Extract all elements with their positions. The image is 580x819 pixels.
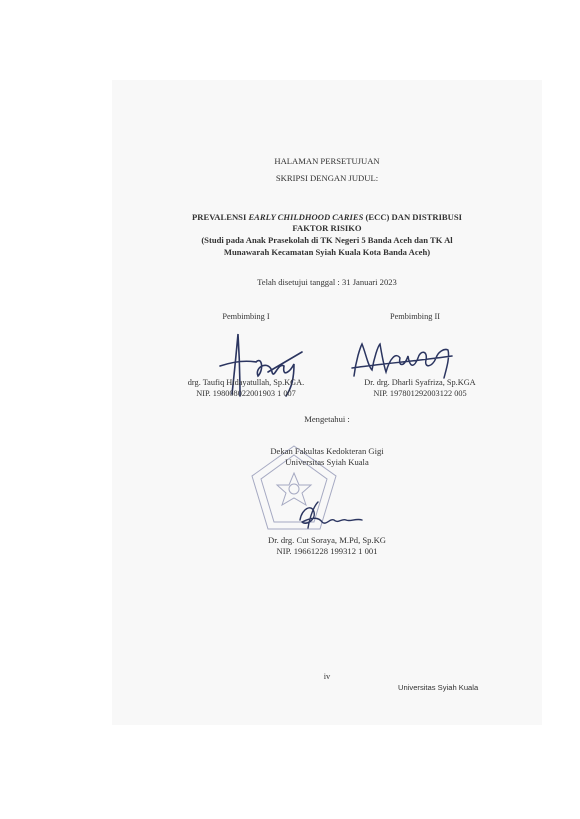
supervisor-1-nip: NIP. 198008022001903 1 007 (196, 388, 296, 398)
dean-signature (292, 498, 372, 532)
dean-institution: Universitas Syiah Kuala (285, 457, 369, 467)
page-title: HALAMAN PERSETUJUAN (274, 156, 380, 166)
dean-position: Dekan Fakultas Kedokteran Gigi (270, 446, 384, 456)
document-page (112, 80, 542, 725)
approval-date: Telah disetujui tanggal : 31 Januari 2023 (257, 277, 397, 287)
footer-university: Universitas Syiah Kuala (398, 683, 479, 692)
page-number: iv (323, 672, 331, 681)
supervisor-2-role: Pembimbing II (389, 312, 440, 321)
thesis-study-line1: (Studi pada Anak Prasekolah di TK Negeri 5 Banda Aceh dan TK Al (201, 235, 453, 245)
supervisor-1-block (146, 378, 346, 399)
supervisor-2-nip: NIP. 197801292003122 005 (373, 388, 467, 398)
acknowledgement-label: Mengetahui : (304, 414, 350, 424)
thesis-title-line2: FAKTOR RISIKO (292, 223, 362, 233)
thesis-title-italic: EARLY CHILDHOOD CARIES (248, 212, 364, 222)
dean-name: Dr. drg. Cut Soraya, M.Pd, Sp.KG (267, 535, 386, 545)
supervisor-1-name: drg. Taufiq Hidayatullah, Sp.KGA. (187, 378, 305, 387)
thesis-study-line2: Munawarah Kecamatan Syiah Kuala Kota Banda Aceh) (223, 247, 431, 257)
supervisor-2-block (320, 378, 520, 399)
thesis-title-suffix: (ECC) DAN DISTRIBUSI (363, 212, 462, 222)
supervisor-2-name: Dr. drg. Dharli Syafriza, Sp.KGA (364, 378, 476, 387)
page-subtitle: SKRIPSI DENGAN JUDUL: (275, 173, 379, 183)
thesis-title-prefix: PREVALENSI (192, 212, 249, 222)
supervisor-1-role: Pembimbing I (222, 312, 270, 321)
dean-nip: NIP. 19661228 199312 1 001 (276, 546, 378, 556)
thesis-title-line1 (112, 212, 542, 223)
